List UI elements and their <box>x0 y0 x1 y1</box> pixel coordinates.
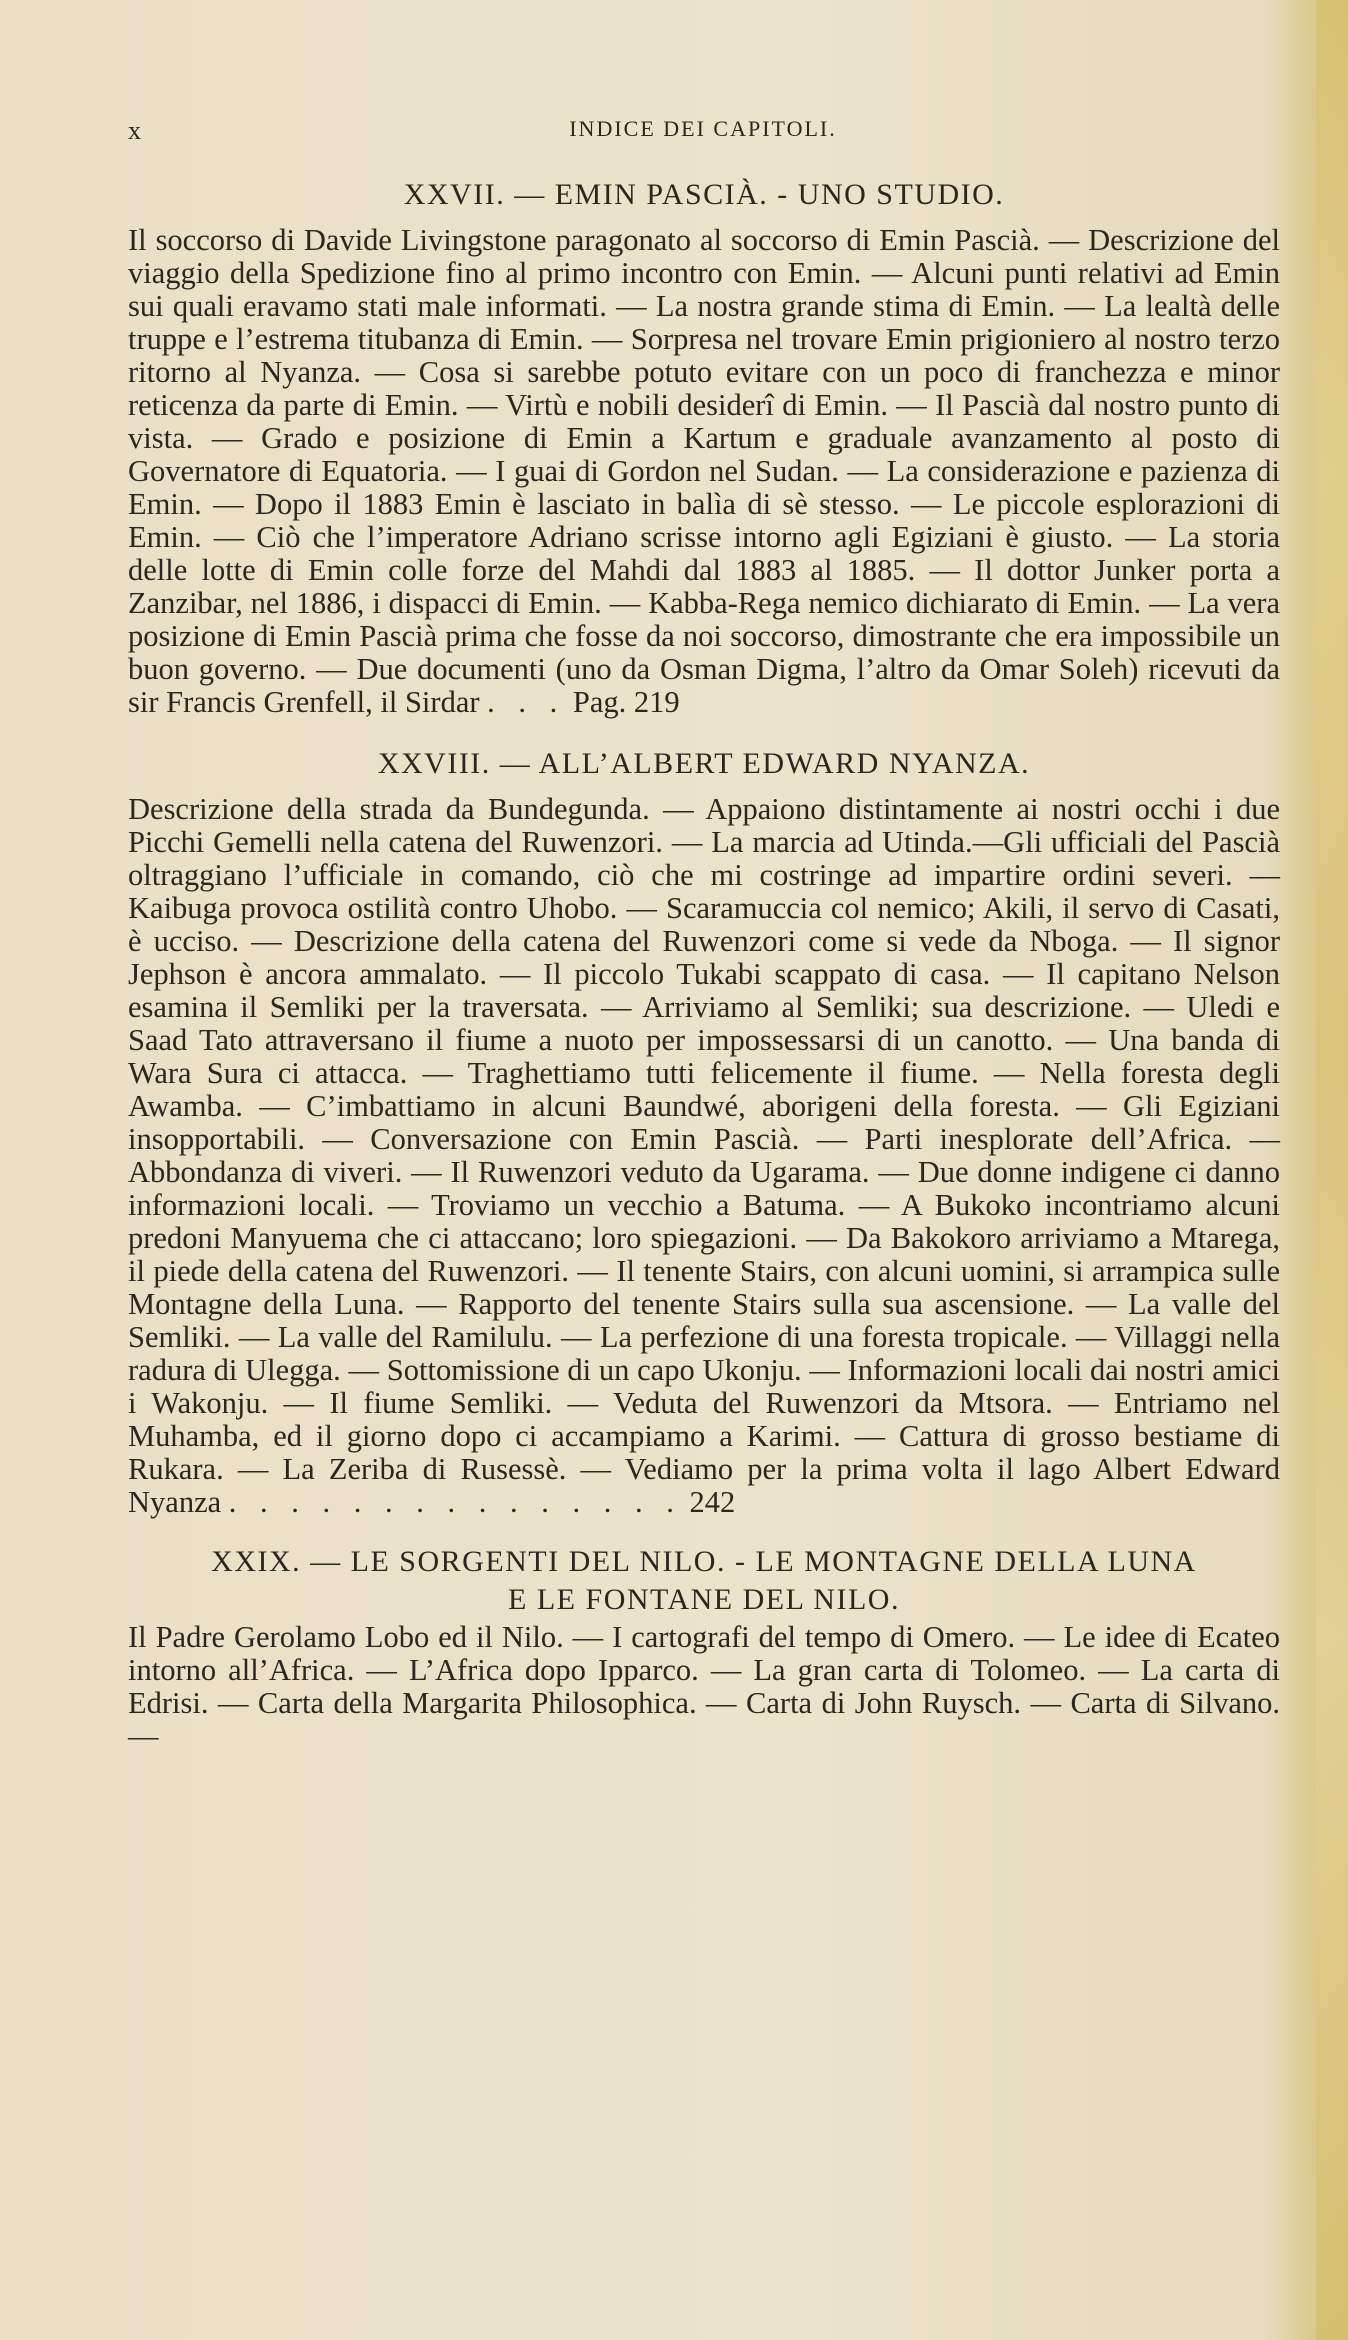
chapter-title-xxviii: XXVIII. — ALL’ALBERT EDWARD NYANZA. <box>377 747 1031 780</box>
running-title: INDICE DEI CAPITOLI. <box>569 116 837 141</box>
page-edge-stain <box>1316 0 1348 2340</box>
chapter-synopsis-xxix: Il Padre Gerolamo Lobo ed il Nilo. — I cartografi del tempo di Omero. — Le idee di Ecateo intorno all’Africa. — L’Africa dopo Ipparco. — La gran carta di Tolomeo. — La carta di Edrisi. — Carta della Margarita Philosophica. — Carta di John Ruysch. — Carta di Silvano. — <box>128 1620 1280 1753</box>
page-number: x <box>128 116 142 145</box>
dot-leader: . . . <box>487 685 566 719</box>
chapter-title-xxix <box>128 1543 1280 1619</box>
page-header <box>128 116 1278 152</box>
page-reference: 242 <box>689 1485 736 1519</box>
dot-leader: . . . . . . . . . . . . . . . <box>228 1485 682 1519</box>
chapter-title-xxvii: XXVII. — EMIN PASCIÀ. - UNO STUDIO. <box>403 178 1005 211</box>
chapter-title-line: XXIX. — LE SORGENTI DEL NILO. - LE MONTAGNE DELLA LUNA <box>211 1545 1197 1578</box>
page-reference: Pag. 219 <box>572 685 680 719</box>
chapter-title-line: E LE FONTANE DEL NILO. <box>508 1583 900 1616</box>
chapter-synopsis-xxvii <box>128 224 1280 719</box>
chapter-synopsis-xxviii <box>128 793 1280 1519</box>
table-of-contents <box>128 176 1280 1753</box>
synopsis-text: Descrizione della strada da Bundegunda. — Appaiono distintamente ai nostri occhi i due Picchi Gemelli nella catena del Ruwenzori. — La marcia ad Utinda.—Gli ufficiali del Pascià oltraggiano l’ufficiale in comando, ciò che mi costringe ad impartire ordini severi. — Kaibuga provoca ostilità contro Uhobo. — Scaramuccia col nemico; Akili, il servo di Casati, è ucciso. — Descrizione della catena del Ruwenzori come si vede da Nboga. — Il signor Jephson è ancora ammalato. — Il piccolo Tukabi scappato di casa. — Il capitano Nelson esamina il Semliki per la traversata. — Arriviamo al Semliki; sua descrizione. — Uledi e Saad Tato attraversano il fiume a nuoto per impossessarsi di un canotto. — Una banda di Wara Sura ci attacca. — Traghettiamo tutti felicemente il fiume. — Nella foresta degli Awamba. — C’imbattiamo in alcuni Baundwé, aborigeni della foresta. — Gli Egiziani insopportabili. — Conversazione con Emin Pascià. — Parti inesplorate dell’Africa. — Abbondanza di viveri. — Il Ruwenzori veduto da Ugarama. — Due donne indigene ci danno informazioni locali. — Troviamo un vecchio a Batuma. — A Bukoko incontriamo alcuni predoni Manyuema che ci attaccano; loro spiegazioni. — Da Bakokoro arriviamo a Mtarega, il piede della catena del Ruwenzori. — Il tenente Stairs, con alcuni uomini, si arrampica sulle Montagne della Luna. — Rapporto del tenente Stairs sulla sua ascensione. — La valle del Semliki. — La valle del Ramilulu. — La perfezione di una foresta tropicale. — Villaggi nella radura di Ulegga. — Sottomissione di un capo Ukonju. — Informazioni locali dai nostri amici i Wakonju. — Il fiume Semliki. — Veduta del Ruwenzori da Mtsora. — Entriamo nel Muhamba, ed il giorno dopo ci accampiamo a Karimi. — Cattura di grosso bestiame di Rukara. — La Zeriba di Rusessè. — Vediamo per la prima volta il lago Albert Edward Nyanza <box>128 792 1280 1519</box>
synopsis-text: Il soccorso di Davide Livingstone paragonato al soccorso di Emin Pascià. — Descrizione del viaggio della Spedizione fino al primo incontro con Emin. — Alcuni punti relativi ad Emin sui quali eravamo stati male informati. — La nostra grande stima di Emin. — La lealtà delle truppe e l’estrema titubanza di Emin. — Sorpresa nel trovare Emin prigioniero al nostro terzo ritorno al Nyanza. — Cosa si sarebbe potuto evitare con un poco di franchezza e minor reticenza da parte di Emin. — Virtù e nobili desiderî di Emin. — Il Pascià dal nostro punto di vista. — Grado e posizione di Emin a Kartum e graduale avanzamento al posto di Governatore di Equatoria. — I guai di Gordon nel Sudan. — La considerazione e pazienza di Emin. — Dopo il 1883 Emin è lasciato in balìa di sè stesso. — Le piccole esplorazioni di Emin. — Ciò che l’imperatore Adriano scrisse intorno agli Egiziani è giusto. — La storia delle lotte di Emin colle forze del Mahdi dal 1883 al 1885. — Il dottor Junker porta a Zanzibar, nel 1886, i dispacci di Emin. — Kabba-Rega nemico dichiarato di Emin. — La vera posizione di Emin Pascià prima che fosse da noi soccorso, dimostrante che era impossibile un buon governo. — Due documenti (uno da Osman Digma, l’altro da Omar Soleh) ricevuti da sir Francis Grenfell, il Sirdar <box>128 223 1280 719</box>
